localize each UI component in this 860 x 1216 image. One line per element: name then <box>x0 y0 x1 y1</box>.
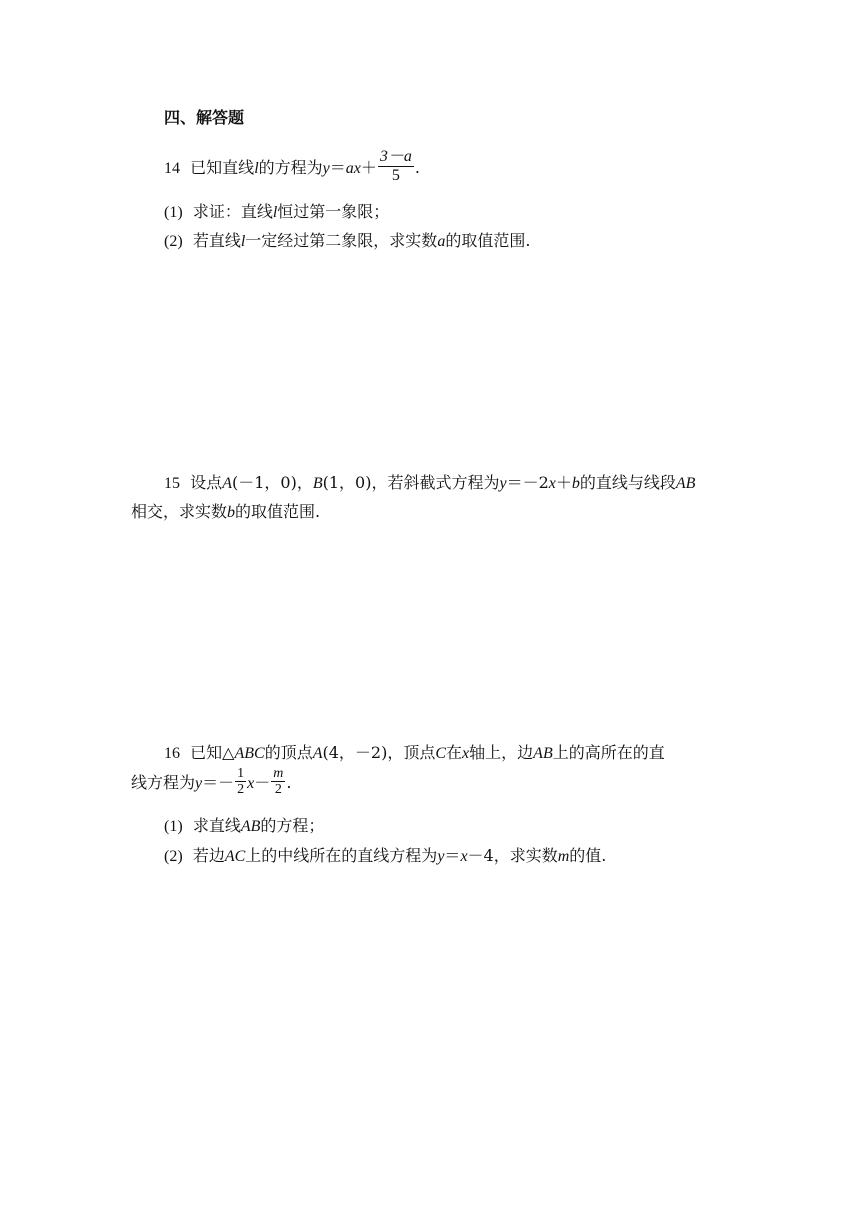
question-15-continued: 相交，求实数b的取值范围. <box>131 502 321 521</box>
question-16-stem: 16 已知△ABC的顶点A(4，－2)，顶点C在x轴上，边AB上的高所在的直 <box>164 743 665 762</box>
question-14-stem: 14 已知直线l的方程为y＝ax＋ $\frac{3-a}{5}$ . <box>164 148 421 184</box>
question-14-part-2: (2) 若直线l一定经过第二象限，求实数a的取值范围. <box>164 231 531 250</box>
question-number: 14 <box>164 160 180 177</box>
question-16-continued: 线方程为y＝－ $\frac{1}{2}$ x－ $\frac{m}{2}$ . <box>131 766 292 797</box>
question-number: 15 <box>164 475 180 492</box>
section-title: 四、解答题 <box>164 108 245 127</box>
question-16-part-1: (1) 求直线AB的方程； <box>164 816 325 835</box>
fraction: $\frac{m}{2}$ <box>273 766 284 797</box>
question-15-stem: 15 设点A(－1，0)，B(1，0)，若斜截式方程为y＝－2x＋b的直线与线段AB <box>164 473 696 492</box>
question-number: 16 <box>164 745 180 762</box>
fraction: $\frac{3-a}{5}$ <box>379 148 412 184</box>
question-14-part-1: (1) 求证：直线l恒过第一象限； <box>164 202 390 221</box>
fraction: $\frac{1}{2}$ <box>237 766 245 797</box>
question-16-part-2: (2) 若边AC上的中线所在的直线方程为y＝x－4，求实数m的值. <box>164 846 607 865</box>
